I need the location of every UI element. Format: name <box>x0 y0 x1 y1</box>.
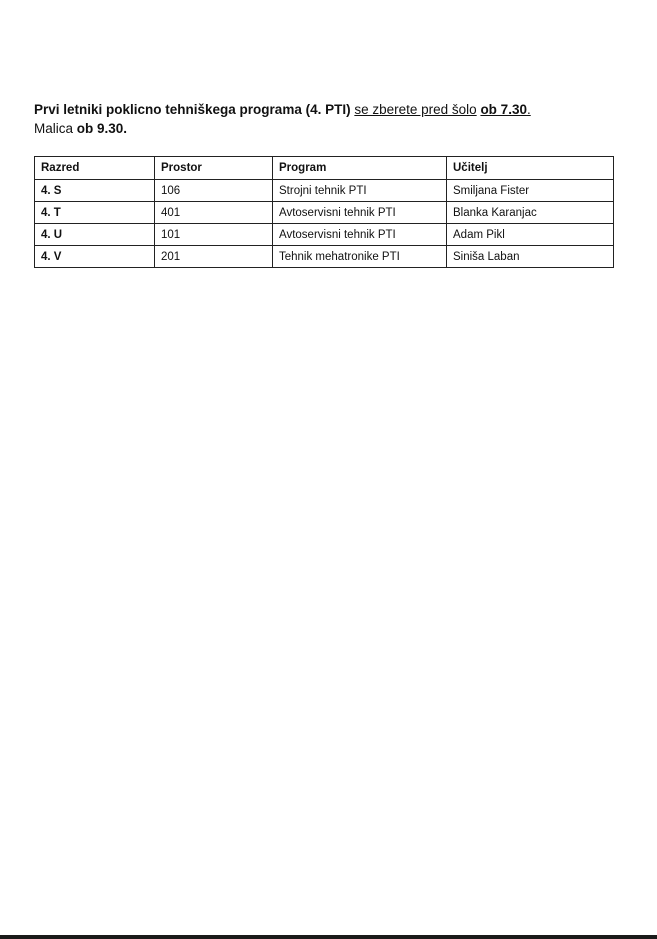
cell-razred: 4. S <box>35 180 155 202</box>
gathering-notice <box>34 101 531 119</box>
scan-bottom-edge <box>0 935 657 939</box>
header-razred: Razred <box>35 157 155 180</box>
cell-ucitelj: Blanka Karanjac <box>447 202 614 224</box>
cell-razred: 4. V <box>35 246 155 268</box>
header-ucitelj: Učitelj <box>447 157 614 180</box>
table-header-row <box>35 157 614 180</box>
lunch-label: Malica <box>34 121 77 136</box>
cell-program: Strojni tehnik PTI <box>273 180 447 202</box>
cell-prostor: 101 <box>155 224 273 246</box>
cell-program: Avtoservisni tehnik PTI <box>273 224 447 246</box>
cell-program: Tehnik mehatronike PTI <box>273 246 447 268</box>
gathering-time: ob 7.30 <box>480 102 527 117</box>
cell-prostor: 201 <box>155 246 273 268</box>
cell-ucitelj: Adam Pikl <box>447 224 614 246</box>
cell-ucitelj: Smiljana Fister <box>447 180 614 202</box>
cell-ucitelj: Siniša Laban <box>447 246 614 268</box>
lunch-notice <box>34 120 127 138</box>
cell-razred: 4. T <box>35 202 155 224</box>
schedule-table <box>34 156 614 268</box>
header-prostor: Prostor <box>155 157 273 180</box>
table-row <box>35 180 614 202</box>
table-row <box>35 246 614 268</box>
cell-prostor: 106 <box>155 180 273 202</box>
table-row <box>35 224 614 246</box>
gathering-period: . <box>526 102 531 117</box>
lunch-time: ob 9.30. <box>76 121 128 136</box>
cell-prostor: 401 <box>155 202 273 224</box>
header-program: Program <box>273 157 447 180</box>
gathering-place: se zberete pred šolo <box>354 102 477 117</box>
cell-program: Avtoservisni tehnik PTI <box>273 202 447 224</box>
program-title: Prvi letniki poklicno tehniškega programa (4. PTI) <box>34 102 351 117</box>
cell-razred: 4. U <box>35 224 155 246</box>
table-row <box>35 202 614 224</box>
